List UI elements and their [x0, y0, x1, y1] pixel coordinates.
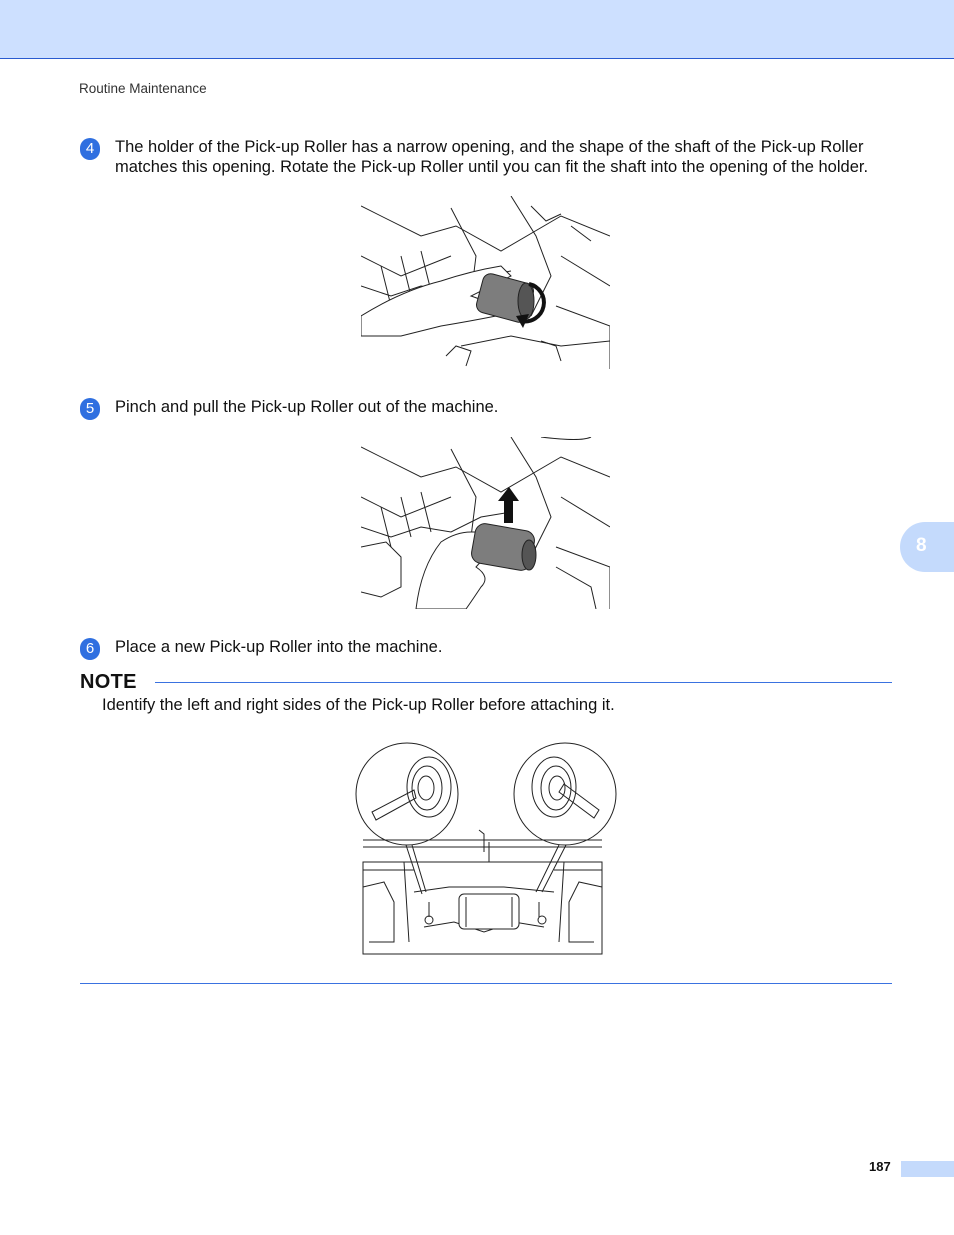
step-text: Place a new Pick-up Roller into the machine. — [115, 638, 443, 656]
breadcrumb: Routine Maintenance — [79, 81, 207, 96]
step-number-badge: 4 — [80, 138, 100, 160]
step-text: Pinch and pull the Pick-up Roller out of the machine. — [115, 398, 499, 416]
note-divider — [155, 682, 892, 683]
note-title: NOTE — [80, 671, 137, 693]
pull-roller-illustration — [361, 437, 610, 609]
note-text: Identify the left and right sides of the Pick-up Roller before attaching it. — [102, 696, 615, 714]
chapter-number: 8 — [916, 535, 927, 556]
step-number-badge: 6 — [80, 638, 100, 660]
section-divider — [80, 983, 892, 984]
page-tab — [901, 1161, 954, 1177]
step-number-badge: 5 — [80, 398, 100, 420]
step-text: The holder of the Pick-up Roller has a narrow opening, and the shape of the shaft of the Pick-up Roller matches this opening. Rotate the Pick-up Roller until you can fit the shaft into the opening of the holder. — [115, 138, 869, 176]
page-number: 187 — [869, 1159, 891, 1174]
rotate-roller-illustration — [361, 196, 610, 369]
chapter-tab — [900, 522, 954, 572]
roller-sides-illustration — [354, 742, 619, 957]
header-band — [0, 0, 954, 59]
